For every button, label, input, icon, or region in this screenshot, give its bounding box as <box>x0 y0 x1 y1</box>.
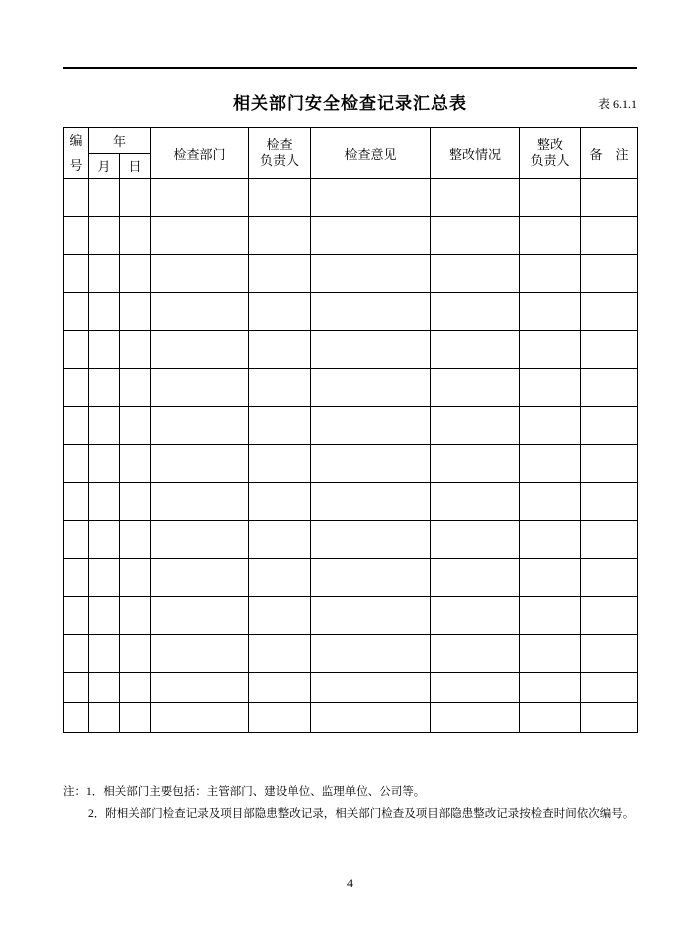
empty-cell <box>431 217 520 255</box>
empty-cell <box>581 445 638 483</box>
header-rectify-lead-line1: 整改 <box>537 136 564 152</box>
empty-cell <box>581 559 638 597</box>
table-row <box>64 559 638 597</box>
empty-cell <box>64 483 89 521</box>
empty-cell <box>249 559 311 597</box>
empty-cell <box>520 255 581 293</box>
empty-cell <box>120 483 151 521</box>
empty-cell <box>431 407 520 445</box>
empty-cell <box>581 521 638 559</box>
notes-label: 注： <box>63 786 86 798</box>
table-header <box>64 128 638 179</box>
header-rule <box>63 67 637 69</box>
empty-cell <box>311 179 431 217</box>
empty-cell <box>520 179 581 217</box>
header-day: 日 <box>120 153 151 179</box>
empty-cell <box>120 559 151 597</box>
empty-cell <box>249 445 311 483</box>
title-row <box>63 89 637 115</box>
empty-cell <box>249 293 311 331</box>
empty-cell <box>249 255 311 293</box>
empty-cell <box>249 703 311 733</box>
empty-cell <box>120 521 151 559</box>
empty-cell <box>151 369 249 407</box>
header-inspect-lead-line1: 检查 <box>266 136 293 152</box>
table-row <box>64 407 638 445</box>
header-rectify-lead-line2: 负责人 <box>530 153 570 168</box>
empty-cell <box>120 597 151 635</box>
empty-cell <box>431 703 520 733</box>
empty-cell <box>89 635 120 673</box>
empty-cell <box>89 217 120 255</box>
empty-cell <box>120 635 151 673</box>
empty-cell <box>64 255 89 293</box>
empty-cell <box>520 703 581 733</box>
empty-cell <box>64 369 89 407</box>
empty-cell <box>431 255 520 293</box>
table-row <box>64 331 638 369</box>
empty-cell <box>89 445 120 483</box>
empty-cell <box>64 635 89 673</box>
empty-cell <box>120 673 151 703</box>
empty-cell <box>151 179 249 217</box>
empty-cell <box>520 445 581 483</box>
notes <box>63 781 637 826</box>
empty-cell <box>581 597 638 635</box>
empty-cell <box>64 407 89 445</box>
empty-cell <box>89 407 120 445</box>
empty-cell <box>311 407 431 445</box>
empty-cell <box>151 445 249 483</box>
note-line-1 <box>63 781 637 803</box>
empty-cell <box>311 521 431 559</box>
empty-cell <box>311 217 431 255</box>
table-row <box>64 521 638 559</box>
empty-cell <box>89 369 120 407</box>
empty-cell <box>520 597 581 635</box>
empty-cell <box>249 331 311 369</box>
empty-cell <box>64 703 89 733</box>
empty-cell <box>64 521 89 559</box>
empty-cell <box>151 673 249 703</box>
empty-cell <box>64 445 89 483</box>
empty-cell <box>151 217 249 255</box>
empty-cell <box>151 483 249 521</box>
empty-cell <box>311 597 431 635</box>
note-1-text: 1．相关部门主要包括：主管部门、建设单位、监理单位、公司等。 <box>86 786 426 798</box>
empty-cell <box>64 331 89 369</box>
empty-cell <box>311 703 431 733</box>
table-number-label: 表 6.1.1 <box>597 97 637 111</box>
empty-cell <box>249 597 311 635</box>
empty-cell <box>64 217 89 255</box>
header-rectify-lead <box>520 128 581 179</box>
empty-cell <box>89 673 120 703</box>
empty-cell <box>249 483 311 521</box>
empty-cell <box>120 217 151 255</box>
empty-cell <box>431 179 520 217</box>
empty-cell <box>581 369 638 407</box>
table-body <box>64 179 638 733</box>
empty-cell <box>431 293 520 331</box>
empty-cell <box>581 331 638 369</box>
empty-cell <box>520 673 581 703</box>
empty-cell <box>581 703 638 733</box>
empty-cell <box>520 635 581 673</box>
empty-cell <box>249 217 311 255</box>
empty-cell <box>431 331 520 369</box>
empty-cell <box>311 445 431 483</box>
empty-cell <box>64 293 89 331</box>
empty-cell <box>120 293 151 331</box>
empty-cell <box>311 293 431 331</box>
empty-cell <box>249 635 311 673</box>
empty-cell <box>520 331 581 369</box>
header-month: 月 <box>89 153 120 179</box>
empty-cell <box>64 179 89 217</box>
empty-cell <box>120 179 151 217</box>
empty-cell <box>581 217 638 255</box>
table-row <box>64 369 638 407</box>
page-title: 相关部门安全检查记录汇总表 <box>233 94 467 113</box>
empty-cell <box>581 407 638 445</box>
empty-cell <box>64 597 89 635</box>
empty-cell <box>431 559 520 597</box>
empty-cell <box>431 445 520 483</box>
header-number <box>64 128 89 179</box>
empty-cell <box>520 521 581 559</box>
empty-cell <box>89 483 120 521</box>
header-inspect-lead <box>249 128 311 179</box>
header-year: 年 <box>89 128 151 154</box>
table-row <box>64 635 638 673</box>
empty-cell <box>89 293 120 331</box>
table-row <box>64 179 638 217</box>
empty-cell <box>431 483 520 521</box>
table-row <box>64 597 638 635</box>
header-rectify-status: 整改情况 <box>431 128 520 179</box>
header-inspect-lead-line2: 负责人 <box>260 153 300 168</box>
inspection-record-table <box>63 127 638 733</box>
empty-cell <box>89 179 120 217</box>
empty-cell <box>89 559 120 597</box>
empty-cell <box>120 255 151 293</box>
empty-cell <box>120 703 151 733</box>
table-row <box>64 255 638 293</box>
empty-cell <box>151 597 249 635</box>
empty-cell <box>520 407 581 445</box>
empty-cell <box>89 703 120 733</box>
empty-cell <box>311 255 431 293</box>
header-remarks: 备 注 <box>581 128 638 179</box>
empty-cell <box>120 407 151 445</box>
empty-cell <box>581 255 638 293</box>
header-number-line1: 编 <box>69 133 83 148</box>
empty-cell <box>120 445 151 483</box>
empty-cell <box>249 521 311 559</box>
table-row <box>64 445 638 483</box>
empty-cell <box>311 483 431 521</box>
table-row <box>64 703 638 733</box>
empty-cell <box>311 559 431 597</box>
empty-cell <box>520 483 581 521</box>
empty-cell <box>89 521 120 559</box>
table-row <box>64 293 638 331</box>
empty-cell <box>151 703 249 733</box>
empty-cell <box>431 369 520 407</box>
empty-cell <box>581 293 638 331</box>
empty-cell <box>311 369 431 407</box>
empty-cell <box>581 483 638 521</box>
page-number: 4 <box>347 876 353 890</box>
empty-cell <box>151 331 249 369</box>
empty-cell <box>120 331 151 369</box>
empty-cell <box>581 635 638 673</box>
empty-cell <box>431 597 520 635</box>
empty-cell <box>520 559 581 597</box>
empty-cell <box>151 293 249 331</box>
empty-cell <box>311 331 431 369</box>
empty-cell <box>311 635 431 673</box>
table-row <box>64 673 638 703</box>
empty-cell <box>311 673 431 703</box>
empty-cell <box>520 217 581 255</box>
empty-cell <box>120 369 151 407</box>
header-number-line2: 号 <box>69 158 83 173</box>
empty-cell <box>249 369 311 407</box>
empty-cell <box>151 255 249 293</box>
empty-cell <box>89 331 120 369</box>
empty-cell <box>151 521 249 559</box>
empty-cell <box>431 635 520 673</box>
empty-cell <box>431 521 520 559</box>
table-row <box>64 217 638 255</box>
empty-cell <box>64 559 89 597</box>
empty-cell <box>64 673 89 703</box>
empty-cell <box>249 179 311 217</box>
empty-cell <box>581 179 638 217</box>
empty-cell <box>249 407 311 445</box>
empty-cell <box>520 369 581 407</box>
empty-cell <box>89 255 120 293</box>
empty-cell <box>249 673 311 703</box>
empty-cell <box>431 673 520 703</box>
empty-cell <box>151 635 249 673</box>
header-inspect-opinion: 检查意见 <box>311 128 431 179</box>
empty-cell <box>151 559 249 597</box>
note-line-2: 2．附相关部门检查记录及项目部隐患整改记录，相关部门检查及项目部隐患整改记录按检查时间依次编号。 <box>88 808 635 821</box>
empty-cell <box>520 293 581 331</box>
header-inspect-dept: 检查部门 <box>151 128 249 179</box>
table-row <box>64 483 638 521</box>
empty-cell <box>151 407 249 445</box>
empty-cell <box>581 673 638 703</box>
empty-cell <box>89 597 120 635</box>
